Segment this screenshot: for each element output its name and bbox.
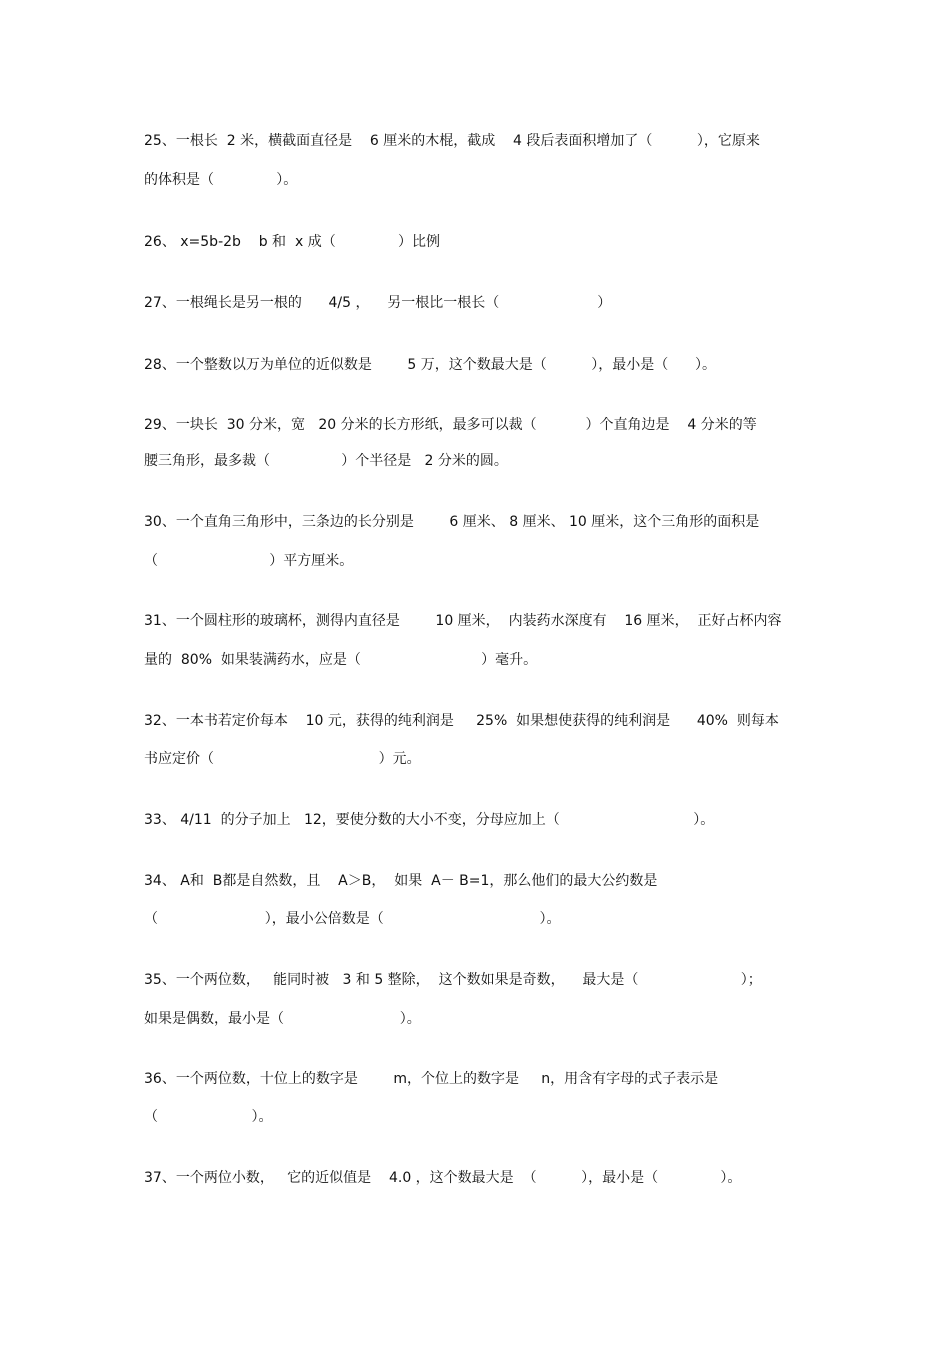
question-36-line-1: 36、一个两位数，十位上的数字是 m，个位上的数字是 n，用含有字母的式子表示是 <box>144 1071 719 1087</box>
question-28-line-1: 28、一个整数以万为单位的近似数是 5 万，这个数最大是（ ），最小是（ ）。 <box>144 357 716 373</box>
question-31-line-1: 31、一个圆柱形的玻璃杯，测得内直径是 10 厘米， 内装药水深度有 16 厘米， 正好占杯内容 <box>144 613 782 629</box>
question-34-line-1: 34、 A和 B都是自然数，且 A＞B， 如果 A－ B=1，那么他们的最大公约数是 <box>144 873 658 889</box>
question-30-line-2: （ ）平方厘米。 <box>144 553 354 569</box>
question-35-line-1: 35、一个两位数， 能同时被 3 和 5 整除， 这个数如果是奇数， 最大是（ ）； <box>144 972 762 988</box>
question-25-line-2: 的体积是（ ）。 <box>144 172 298 188</box>
question-25-line-1: 25、一根长 2 米，横截面直径是 6 厘米的木棍，截成 4 段后表面积增加了（ ），它原来 <box>144 133 760 149</box>
question-34-line-2: （ ），最小公倍数是（ ）。 <box>144 911 561 927</box>
question-35-line-2: 如果是偶数，最小是（ ）。 <box>144 1011 421 1027</box>
question-29-line-1: 29、一块长 30 分米，宽 20 分米的长方形纸，最多可以裁（ ）个直角边是 4 分米的等 <box>144 417 757 433</box>
question-27-line-1: 27、一根绳长是另一根的 4/5 ， 另一根比一根长（ ） <box>144 295 612 311</box>
question-29-line-2: 腰三角形，最多裁（ ）个半径是 2 分米的圆。 <box>144 453 508 469</box>
question-31-line-2: 量的 80% 如果装满药水，应是（ ）毫升。 <box>144 652 538 668</box>
question-32-line-1: 32、一本书若定价每本 10 元，获得的纯利润是 25% 如果想使获得的纯利润是 40% 则每本 <box>144 713 779 729</box>
question-33-line-1: 33、 4/11 的分子加上 12，要使分数的大小不变，分母应加上（ ）。 <box>144 812 715 828</box>
question-32-line-2: 书应定价（ ）元。 <box>144 751 421 767</box>
question-30-line-1: 30、一个直角三角形中，三条边的长分别是 6 厘米、 8 厘米、 10 厘米，这个三角形的面积是 <box>144 514 760 530</box>
question-26-line-1: 26、 x=5b-2b b 和 x 成（ ）比例 <box>144 234 440 250</box>
question-36-line-2: （ ）。 <box>144 1109 273 1125</box>
question-37-line-1: 37、一个两位小数， 它的近似值是 4.0 ，这个数最大是 （ ），最小是（ ）。 <box>144 1170 742 1186</box>
